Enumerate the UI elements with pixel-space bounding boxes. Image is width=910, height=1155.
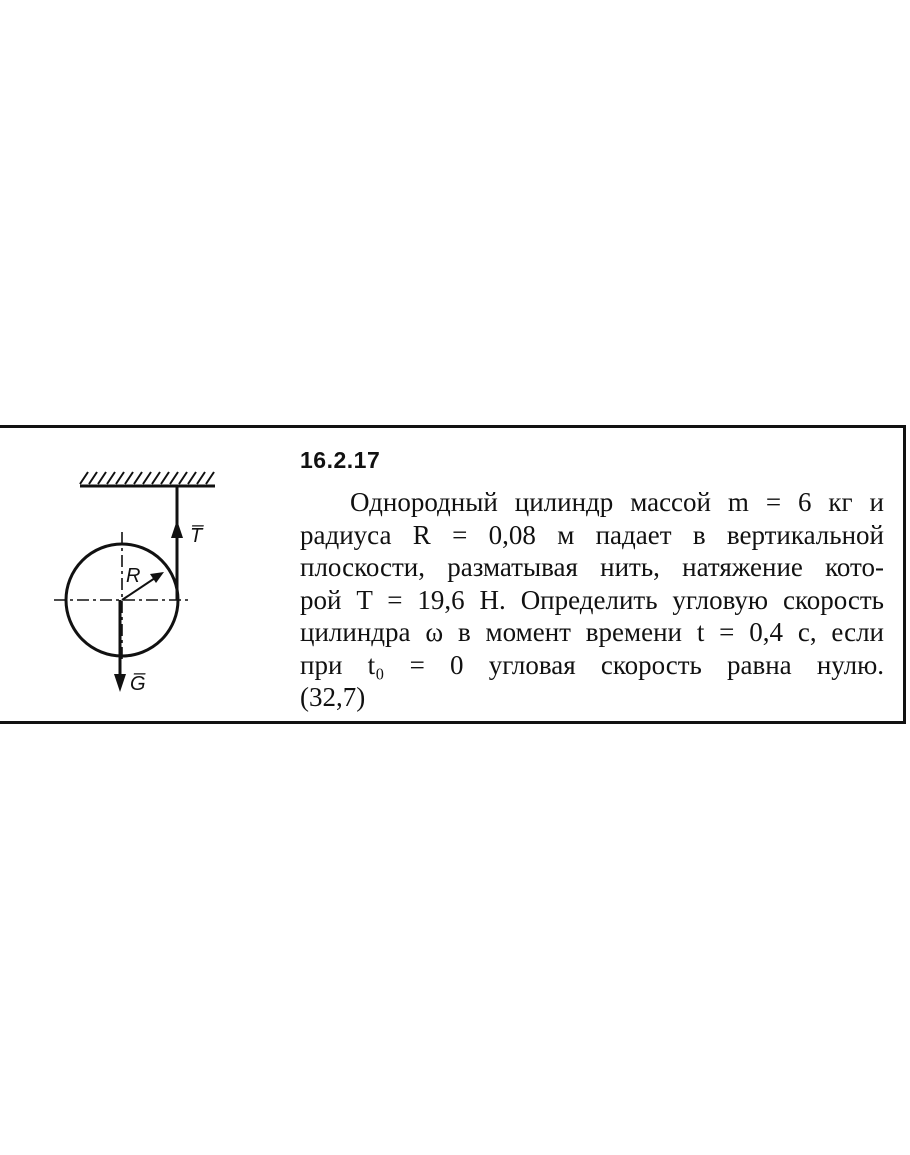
problem-line: плоскости, разматывая нить, натяжение кото- — [300, 552, 884, 582]
radius-label: R — [126, 565, 141, 587]
frame-right-rule — [903, 425, 906, 724]
tension-arrow — [171, 520, 183, 538]
answer-line: (32,7) — [300, 682, 366, 712]
tension-label: T̅ — [190, 525, 203, 547]
problem-line: цилиндра ω в момент времени t = 0,4 с, если — [300, 617, 884, 647]
gravity-label: G̅ — [130, 673, 146, 695]
problem-line: Однородный цилиндр массой m = 6 кг и — [350, 487, 884, 517]
gravity-arrow — [114, 600, 126, 692]
problem-statement — [300, 486, 884, 714]
problem-number: 16.2.17 — [300, 447, 381, 473]
center-lines — [54, 532, 190, 660]
problem-line: при t₀ = 0 угловая скорость равна нулю. — [300, 649, 884, 680]
frame-bottom-rule — [0, 721, 906, 724]
frame-top-rule — [0, 425, 906, 428]
problem-line: рой T = 19,6 Н. Определить угловую скорость — [300, 584, 884, 615]
cylinder-diagram — [40, 460, 260, 710]
problem-line: радиуса R = 0,08 м падает в вертикальной — [300, 519, 884, 550]
ceiling-support — [80, 472, 215, 486]
